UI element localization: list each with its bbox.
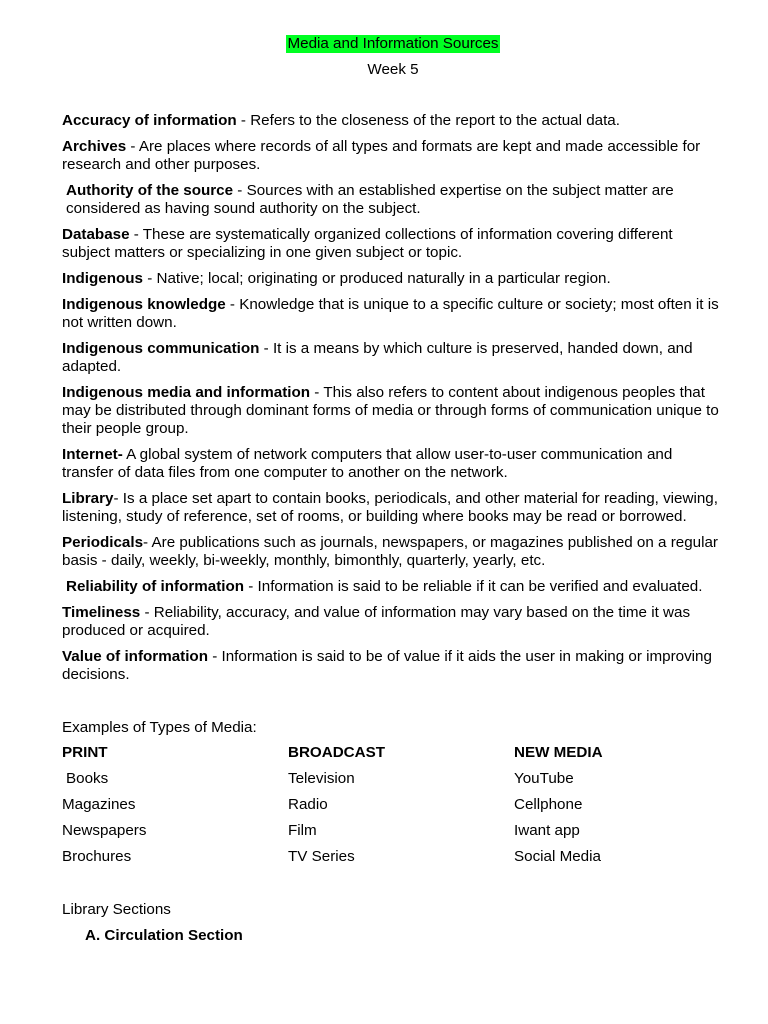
definition-item	[62, 648, 724, 684]
document-title: Media and Information Sources	[287, 35, 499, 52]
definition-separator: -	[207, 648, 222, 665]
definition-item	[62, 138, 724, 174]
definition-text: Are places where records of all types and formats are kept and made accessible for research and other purposes.	[62, 138, 701, 173]
table-cell: Books	[66, 770, 109, 787]
definition-term: Internet-	[62, 446, 123, 463]
definition-term: Indigenous	[62, 270, 143, 287]
definition-term: Periodicals	[62, 534, 144, 551]
definition-separator: -	[310, 384, 324, 401]
definition-term: Timeliness	[62, 604, 141, 621]
definition-item	[62, 340, 724, 376]
table-cell: Cellphone	[514, 796, 583, 813]
table-cell: Magazines	[62, 796, 136, 813]
definition-item	[62, 490, 724, 526]
definition-text: These are systematically organized collections of information covering different subject matters or specializing in one given subject or topic.	[62, 226, 673, 261]
definition-text: Refers to the closeness of the report to the actual data.	[250, 112, 620, 129]
definition-term: Authority of the source	[66, 182, 234, 199]
definition-text: Are publications such as journals, newspapers, or magazines published on a regular basis - daily, weekly, bi-weekly, monthly, bimonthly, quarterly, yearly, etc.	[62, 534, 718, 569]
definition-separator: -	[244, 578, 258, 595]
table-header-print: PRINT	[62, 744, 108, 761]
definition-text: A global system of network computers that allow user-to-user communication and transfer of data files from one computer to another on the network.	[62, 446, 673, 481]
definition-item	[62, 604, 724, 640]
definition-separator: -	[129, 226, 143, 243]
media-types-table	[62, 744, 724, 866]
definition-text: Reliability, accuracy, and value of information may vary based on the time it was produced or acquired.	[62, 604, 691, 639]
table-cell: Television	[288, 770, 355, 787]
table-header-broadcast: BROADCAST	[288, 744, 386, 761]
definition-term: Indigenous media and information	[62, 384, 311, 401]
definition-term: Archives	[62, 138, 127, 155]
definition-term: Database	[62, 226, 130, 243]
definition-text: Information is said to be of value if it aids the user in making or improving decisions.	[62, 648, 712, 683]
definition-separator: -	[143, 270, 157, 287]
table-cell: Film	[288, 822, 317, 839]
definition-item	[62, 578, 724, 596]
definition-text: It is a means by which culture is preserved, handed down, and adapted.	[62, 340, 693, 375]
definition-text: Sources with an established expertise on the subject matter are considered as having sound authority on the subject.	[66, 182, 674, 217]
definition-separator: -	[225, 296, 240, 313]
library-sections-title: Library Sections	[62, 901, 171, 918]
definition-item	[62, 182, 724, 218]
definition-text: Information is said to be reliable if it can be verified and evaluated.	[257, 578, 703, 595]
table-cell: Radio	[288, 796, 328, 813]
definition-item	[62, 446, 724, 482]
definition-separator: -	[233, 182, 247, 199]
definition-term: Accuracy of information	[62, 112, 237, 129]
week-label: Week 5	[367, 61, 419, 78]
definition-term: Value of information	[62, 648, 208, 665]
table-cell: Social Media	[514, 848, 601, 865]
definition-separator: -	[113, 490, 123, 507]
circulation-section-heading: A. Circulation Section	[85, 927, 243, 944]
definition-term: Library	[62, 490, 114, 507]
document-page	[62, 35, 724, 945]
definition-term: Reliability of information	[66, 578, 245, 595]
definition-separator: -	[236, 112, 251, 129]
definition-separator: -	[140, 604, 154, 621]
definition-term: Indigenous communication	[62, 340, 260, 357]
definition-text: Knowledge that is unique to a specific culture or society; most often it is not written down.	[62, 296, 719, 331]
table-header-new-media: NEW MEDIA	[514, 744, 603, 761]
definition-text: This also refers to content about indigenous peoples that may be distributed through dominant forms of media or through forms of communication unique to their people group.	[62, 384, 719, 437]
definition-item	[62, 112, 724, 130]
table-cell: Newspapers	[62, 822, 147, 839]
definitions-list	[62, 112, 724, 684]
definition-item	[62, 296, 724, 332]
definition-separator: -	[143, 534, 152, 551]
definition-text: Is a place set apart to contain books, periodicals, and other material for reading, viewing, listening, study of reference, set of rooms, or building where books may be read or borrowed.	[62, 490, 718, 525]
definition-separator: -	[126, 138, 139, 155]
table-cell: YouTube	[514, 770, 574, 787]
definition-separator: -	[259, 340, 273, 357]
table-cell: Iwant app	[514, 822, 580, 839]
table-cell: TV Series	[288, 848, 355, 865]
definition-item	[62, 384, 724, 438]
title-wrap	[62, 35, 724, 53]
examples-title: Examples of Types of Media:	[62, 719, 257, 736]
definition-term: Indigenous knowledge	[62, 296, 226, 313]
definition-item	[62, 534, 724, 570]
definition-item	[62, 270, 724, 288]
definition-item	[62, 226, 724, 262]
table-cell: Brochures	[62, 848, 132, 865]
definition-text: Native; local; originating or produced naturally in a particular region.	[156, 270, 611, 287]
